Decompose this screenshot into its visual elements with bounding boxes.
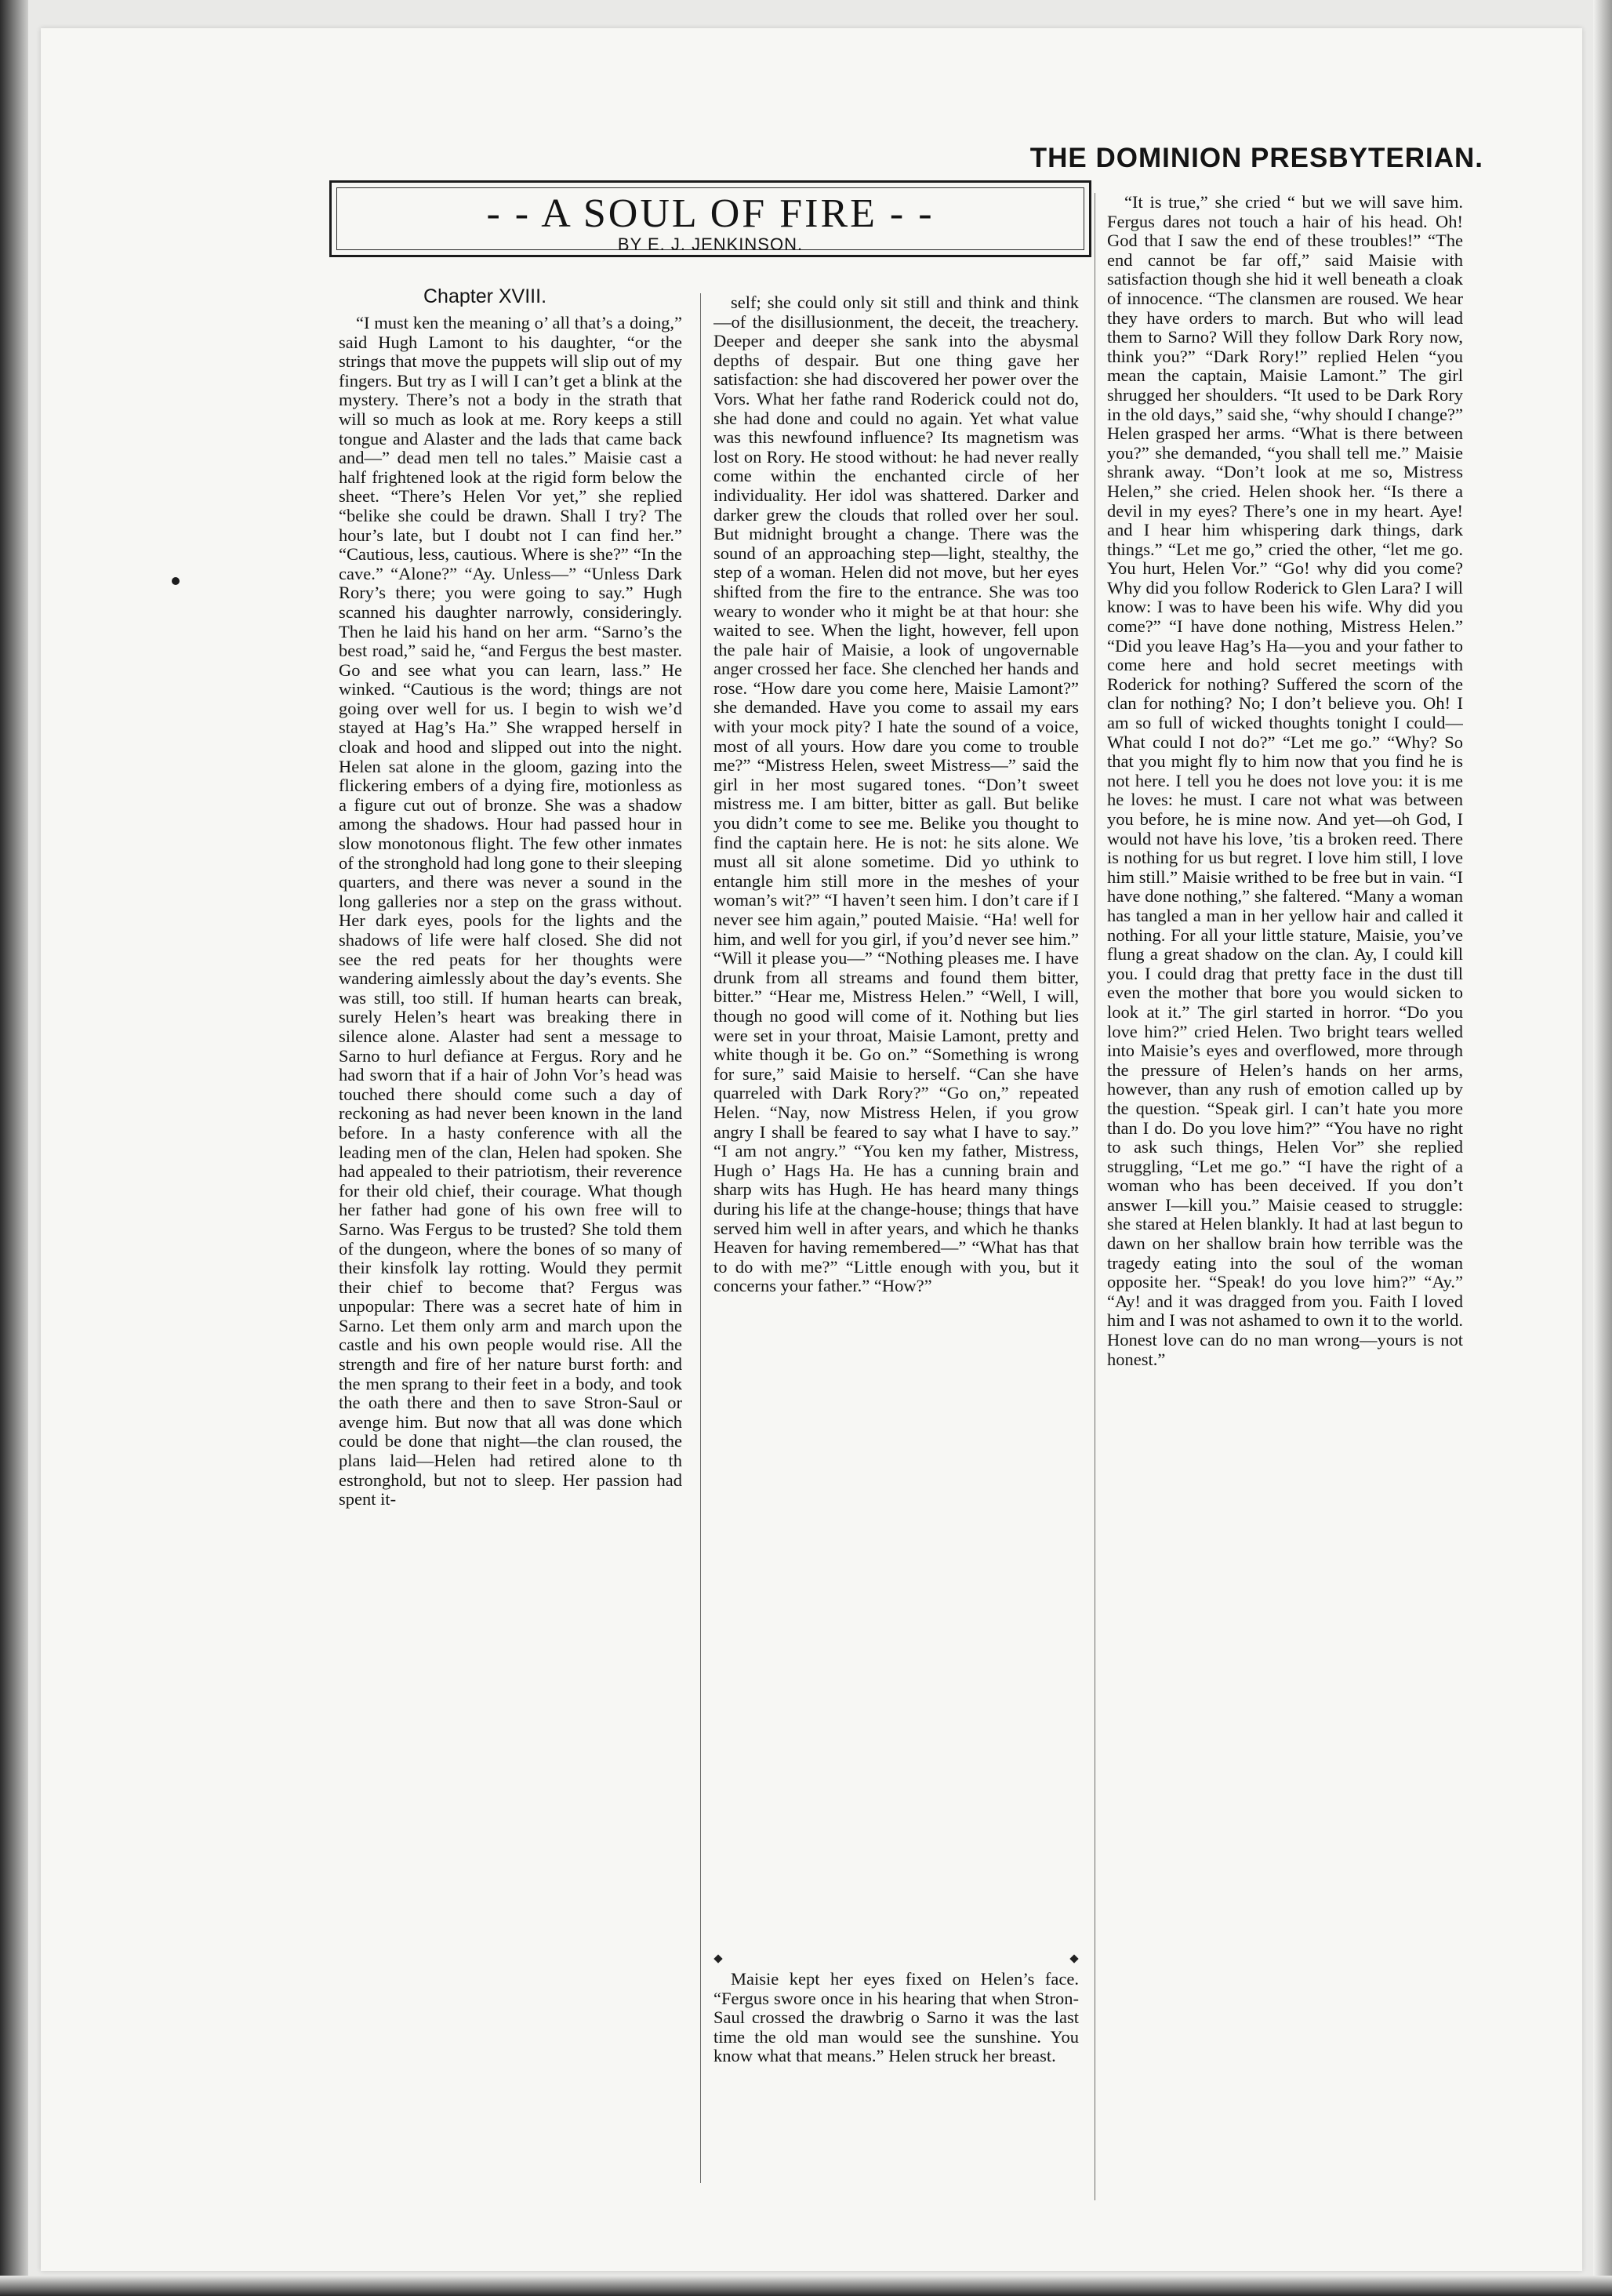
running-head: THE DOMINION PRESBYTERIAN. <box>1029 143 1483 173</box>
text-column-1 <box>339 314 682 2196</box>
diamond-ornament-icon <box>713 1954 722 1963</box>
scan-bottom-edge <box>0 2276 1612 2296</box>
column-2-text: self; she could only sit still and think and think—of the disillusionment, the deceit, the treachery. Deeper and deeper she sank into the abysmal depths of despair. But one thing gave her satisfaction: she had discovered her power over the Vors. What her fathe rand Roderick could not do, she had done and could no again. Yet what value was this newfound influence? Its magnetism was lost on Rory. He stood without: he had never really come within the enchanted circle of her individuality. Her idol was shattered. Darker and darker grew the clouds that rolled over her soul. But midnight brought a change. There was the sound of an approaching step—light, stealthy, the step of a woman. Helen did not move, but her eyes shifted from the fire to the entrance. She was too weary to wonder who it might be at that hour: she waited to see. When the light, however, fell upon the pale hair of Maisie, a look of ungovernable anger crossed her face. She clenched her hands and rose. “How dare you come here, Maisie Lamont?” she demanded. Have you come to assail my ears with your mock pity? I hate the sound of a voice, most of all yours. How dare you come to trouble me?” “Mistress Helen, sweet Mistress—” said the girl in her most sugared tones. “Don’t sweet mistress me. I am bitter, bitter as gall. But belike you didn’t come to see me. Belike you thought to find the captain here. He is not: he sits alone. We must all sit alone sometime. Did yo uthink to entangle him still more in the meshes of your woman’s wit?” “I haven’t seen him. I don’t care if I never see him again,” pouted Maisie. “Ha! well for him, and well for you girl, if you’d never see him.” “Will it please you—” “Nothing pleases me. I have drunk from all streams and found them bitter, bitter.” “Hear me, Mistress Helen.” “Well, I will, though no good will come of it. Nothing but lies were set in your throat, Maisie Lamont, pretty and white though it be. Go on.” “Something is wrong for sure,” said Maisie to herself. “Can she have quarreled with Dark Rory?” “Go on,” repeated Helen. “Nay, now Mistress Helen, if you grow angry I shall be feared to say what I have to say.” “I am not angry.” “You ken my father, Mistress, Hugh o’ Hags Ha. He has a cunning brain and sharp wits has Hugh. He has heard many things during his life at the change-house; things that have served him well in after years, and which he thanks Heaven for having remembered—” “What has that to do with me?” “Little enough with you, but it concerns your father.” “How?” <box>713 293 1079 1296</box>
text-column-2-continued <box>713 1970 1079 2205</box>
text-column-3 <box>1107 193 1463 2224</box>
story-title: - - A SOUL OF FIRE - - <box>486 191 935 236</box>
story-title-box <box>329 180 1091 257</box>
scan-right-edge <box>1593 0 1612 2296</box>
ink-dot <box>172 577 180 585</box>
scan-left-edge <box>0 0 28 2296</box>
text-column-2 <box>713 293 1079 1948</box>
column-3-text: “It is true,” she cried “ but we will save him. Fergus dares not touch a hair of his head. Oh! God that I saw the end of these troubles!” “The end cannot be far off,” said Maisie with satisfaction though she hid it well beneath a cloak of innocence. “The clansmen are roused. We hear they have orders to march. But who will lead them to Sarno? Will they follow Dark Rory now, think you?” “Dark Rory!” replied Helen “you mean the captain, Maisie Lamont.” The girl shrugged her shoulders. “It used to be Dark Rory in the old days,” said she, “why should I change?” Helen grasped her arms. “What is there between you?” she demanded, “you shall tell me.” Maisie shrank away. “Don’t look at me so, Mistress Helen,” she cried. Helen shook her. “Is there a devil in my eyes? There’s one in my heart. Aye! and I hear him whispering dark things, dark things.” “Let me go,” cried the other, “let me go. You hurt, Helen Vor.” “Go! why did you come? Why did you follow Roderick to Glen Lara? I will know: I was to have been his wife. Why did you come?” “I have done nothing, Mistress Helen.” “Did you leave Hag’s Ha—you and your father to come here and hold secret meetings with Roderick for nothing? Suffered the scorn of the clan for nothing? No; I don’t believe you. Oh! I am so full of wicked thoughts tonight I could—What could I not do?” “Let me go.” “Why? So that you might fly to him now that you find he is not here. I tell you he does not love you: it is me he loves: he must. I care not what was between you before, he is mine now. And yet—oh God, I would not have his love, ’tis a broken reed. There is nothing for us but regret. I love him still, I love him still.” Maisie writhed to be free but in vain. “I have done nothing,” she faltered. “Many a woman has tangled a man in her yellow hair and called it nothing. For all your little stature, Maisie, you’ve flung a great shadow on the clan. Ay, I could kill you. I could drag that pretty face in the dust till even the mother that bore you would sicken to look at it.” The girl started in horror. “Do you love him?” cried Helen. Two bright tears welled into Maisie’s eyes and overflowed, more through the pressure of Helen’s hands on her arms, however, than any rush of emotion called up by the question. “Speak girl. I can’t hate you more than I do. Do you love him?” “You have no right to ask such things, Helen Vor” she replied struggling, “Let me go.” “I have the right of a woman who has been deceived. If you don’t answer I—kill you.” Maisie ceased to struggle: she stared at Helen blankly. It had at last begun to dawn on her shallow brain how terrible was the tragedy eating into the soul of the woman opposite her. “Speak! do you love him?” “Ay.” “Ay! and it was dragged from you. Faith I loved him and I was not ashamed to own it to the world. Honest love can do no man wrong—yours is not honest.” <box>1107 193 1463 1369</box>
column-divider <box>700 293 701 2183</box>
section-break-ornament <box>715 1954 1077 1964</box>
column-1-text: “I must ken the meaning o’ all that’s a doing,” said Hugh Lamont to his daughter, “or the strings that move the puppets will slip out of my fingers. But try as I will I can’t get a blink at the mystery. There’s not a body in the strath that will so much as look at me. Rory keeps a still tongue and Alaster and the lads that came back and—” dead men tell no tales.” Maisie cast a half frightened look at the rigid form below the sheet. “There’s Helen Vor yet,” she replied “belike she could be drawn. Shall I try? The hour’s late, but I doubt not I can find her.” “Cautious, less, cautious. Where is she?” “In the cave.” “Alone?” “Ay. Unless—” “Unless Dark Rory’s there; you were going to say.” Hugh scanned his daughter narrowly, consideringly. Then he laid his hand on her arm. “Sarno’s the best road,” said he, “and Fergus the best master. Go and see what you can learn, lass.” He winked. “Cautious is the word; things are not going over well for us. I begin to wish we’d stayed at Hag’s Ha.” She wrapped herself in cloak and hood and slipped out into the night. Helen sat alone in the gloom, gazing into the flickering embers of a dying fire, motionless as a figure cut out of bronze. She was a shadow among the shadows. Hour had passed hour in slow monotonous flight. The few other inmates of the stronghold had long gone to their sleeping quarters, and there was never a sound in the long galleries nor a step on the grass without. Her dark eyes, pools for the lights and the shadows of life were half closed. She did not see the red peats for her thoughts were wandering aimlessly about the day’s events. She was still, too still. If human hearts can break, surely Helen’s heart was breaking there in silence alone. Alaster had sent a message to Sarno to hurl defiance at Fergus. Rory and he had sworn that if a hair of John Vor’s head was touched there should come such a day of reckoning as had never been known in the land before. In a hasty conference with all the leading men of the clan, Helen had spoken. She had appealed to their patriotism, their reverence for their old chief, their courage. What though her father had gone of his own free will to Sarno. Was Fergus to be trusted? She told them of the dungeon, where the bones of so many of their kinsfolk lay rotting. Would they permit their chief to become that? Fergus was unpopular: There was a secret hate of him in Sarno. Let them only arm and march upon the castle and his own people would rise. All the strength and fire of her nature burst forth: and the men sprang to their feet in a body, and took the oath there and then to save Stron-Saul or avenge him. But now that all was done which could be done that night—the clan roused, the plans laid—Helen had retired alone to th estronghold, but not to sleep. Her passion had spent it- <box>339 314 682 1509</box>
story-byline: BY E. J. JENKINSON. <box>617 234 804 254</box>
diamond-ornament-icon <box>1069 1954 1078 1963</box>
chapter-heading: Chapter XVIII. <box>423 285 547 307</box>
column-2-lower-text: Maisie kept her eyes fixed on Helen’s face. “Fergus swore once in his hearing that when Stron-Saul crossed the drawbrig o Sarno it was the last time the old man would see the sunshine. You know what that means.” Helen struck her breast. <box>713 1970 1079 2066</box>
